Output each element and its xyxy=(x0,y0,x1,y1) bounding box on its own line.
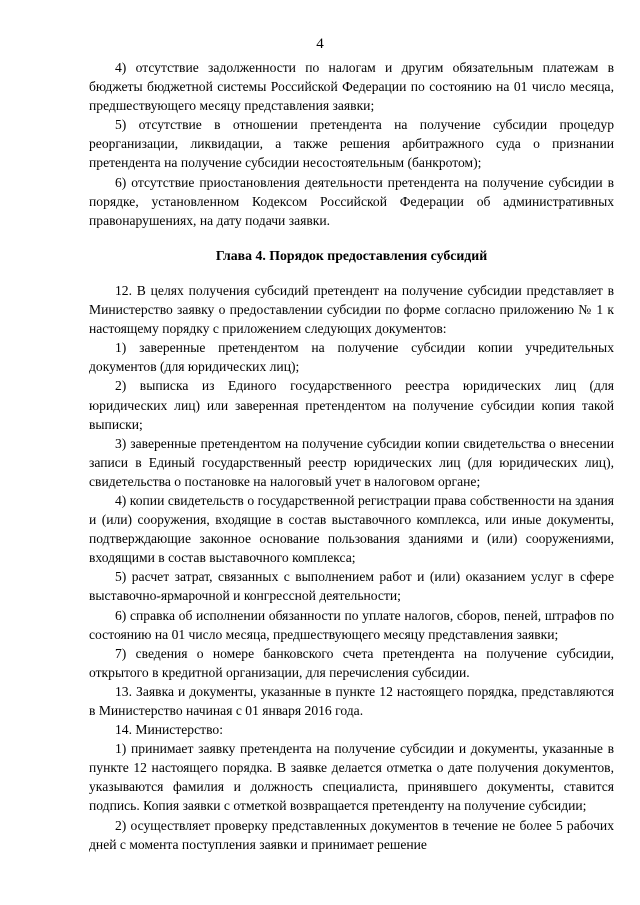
paragraph-doc-5: 5) расчет затрат, связанных с выполнением работ и (или) оказанием услуг в сфере выставочно-ярмарочной и конгрессной деятельности; xyxy=(89,569,614,604)
paragraph-doc-3: 3) заверенные претендентом на получение субсидии копии свидетельства о внесении записи в Единый государственный реестр юридических лиц (для юридических лиц), свидетельства о постановке на налоговый учет в налоговом органе; xyxy=(89,435,614,489)
page-number: 4 xyxy=(316,36,324,52)
paragraph-item-5: 5) отсутствие в отношении претендента на получение субсидии процедур реорганизации, ликвидации, а также решения арбитражного суда о признании претендента на получение субсидии несостоятельным (банкротом); xyxy=(89,117,614,171)
paragraph-clause-14: 14. Министерство: xyxy=(115,722,223,738)
document-body xyxy=(89,58,614,854)
paragraph-doc-2: 2) выписка из Единого государственного реестра юридических лиц (для юридических лиц) или заверенная претендентом на получение субсидии копия такой выписки; xyxy=(89,378,614,432)
paragraph-doc-1: 1) заверенные претендентом на получение субсидии копии учредительных документов (для юридических лиц); xyxy=(89,340,614,375)
paragraph-item-6: 6) отсутствие приостановления деятельности претендента на получение субсидии в порядке, установленном Кодексом Российской Федерации об административных правонарушениях, на дату подачи заявки. xyxy=(89,174,614,228)
paragraph-ministry-1: 1) принимает заявку претендента на получение субсидии и документы, указанные в пункте 12 настоящего порядка. В заявке делается отметка о дате получения документов, указываются фамилия и должность специалиста, принявшего документы, ставится подпись. Копия заявки с отметкой возвращается претенденту на получение субсидии; xyxy=(89,741,614,814)
paragraph-doc-6: 6) справка об исполнении обязанности по уплате налогов, сборов, пеней, штрафов по состоянию на 01 число месяца, предшествующего месяцу представления заявки; xyxy=(89,607,614,642)
paragraph-doc-4: 4) копии свидетельств о государственной регистрации права собственности на здания и (или) сооружения, входящие в состав выставочного комплекса, или иные документы, подтверждающие законное основание пользования зданиями и (или) сооружениями, входящими в состав выставочного комплекса; xyxy=(89,492,614,566)
chapter-title: Глава 4. Порядок предоставления субсидий xyxy=(215,247,488,263)
paragraph-doc-7: 7) сведения о номере банковского счета претендента на получение субсидии, открытого в кредитной организации, для перечисления субсидии. xyxy=(89,645,614,680)
paragraph-clause-13: 13. Заявка и документы, указанные в пункте 12 настоящего порядка, представляются в Министерство начиная с 01 января 2016 года. xyxy=(89,683,614,718)
paragraph-clause-12: 12. В целях получения субсидий претендент на получение субсидии представляет в Министерство заявку о предоставлении субсидии по форме согласно приложению № 1 к настоящему порядку с приложением следующих документов: xyxy=(89,282,614,337)
paragraph-item-4: 4) отсутствие задолженности по налогам и другим обязательным платежам в бюджеты бюджетной системы Российской Федерации по состоянию на 01 число месяца, предшествующего месяцу представления заявки; xyxy=(89,60,614,114)
paragraph-ministry-2: 2) осуществляет проверку представленных документов в течение не более 5 рабочих дней с момента поступления заявки и принимает решение xyxy=(89,817,614,852)
